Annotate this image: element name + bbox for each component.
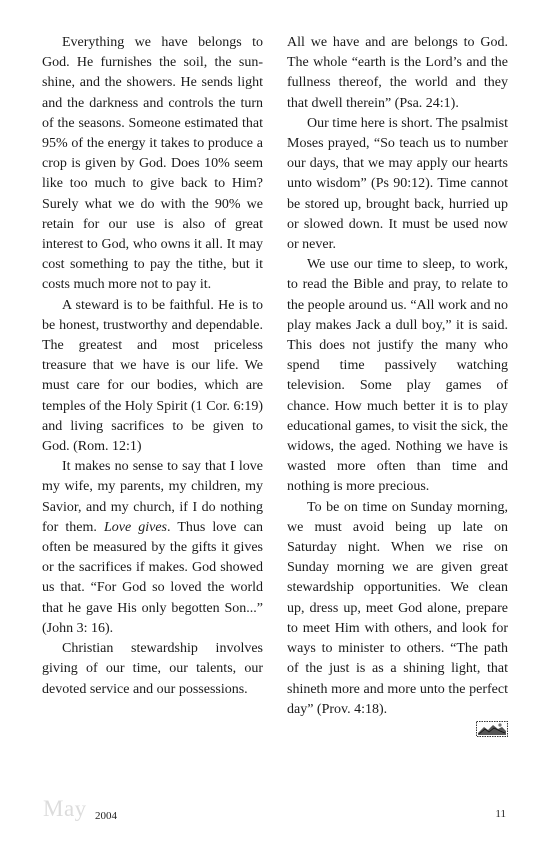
right-column [287, 33, 508, 737]
footer-month: May [43, 796, 87, 821]
paragraph: A steward is to be faithful. He is to be honest, trustworthy and dependable. The greatest and most priceless treasure that we have is our life. We must care for our bodies, which are temples of the Holy Spirit (1 Cor. 6:19) and living sacrifices to be given to God. (Rom. 12:1) [42, 297, 263, 455]
paragraph: To be on time on Sunday morning, we must avoid being up late on Saturday night. When we rise on Sunday morning we are given great stewardship opportunities. We clean up, dress up, meet God alone, prepare to meet Him with others, and look for ways to minister to others. “The path of the just is as a shining light, that shineth more and more unto the perfect day” (Prov. 4:18). [287, 499, 508, 717]
paragraph [42, 457, 263, 639]
paragraph-text: It makes no sense to say that I love my wife, my parents, my children, my Savior, and my church, if I do nothing for them. [42, 459, 263, 535]
paragraph: Christian stewardship involves giving of our time, our talents, our devoted service and our possessions. [42, 641, 263, 697]
emphasis-text: Love gives [103, 519, 168, 535]
page-number: 11 [495, 808, 506, 820]
footer-year: 2004 [95, 810, 117, 822]
paragraph: We use our time to sleep, to work, to read the Bible and pray, to relate to the people around us. “All work and no play makes Jack a dull boy,” it is said. This does not justify the many who spend time passively watching television. Some play games of chance. How much better it is to play educational games, to visit the sick, the widows, the aged. Nothing we have is wasted more often than time and nothing is more precious. [287, 257, 508, 495]
paragraph: All we have and are belongs to God. The whole “earth is the Lord’s and the fullness thereof, the world and they that dwell therein” (Psa. 24:1). [287, 35, 508, 111]
paragraph: Our time here is short. The psalmist Moses prayed, “So teach us to number our days, that we may apply our hearts unto wisdom” (Ps 90:12). Time cannot be stored up, brought back, hurried up or slowed down. It must be used now or never. [287, 115, 508, 253]
left-column [42, 33, 263, 700]
landscape-end-mark-icon [476, 721, 508, 737]
paragraph-text: . Thus love can often be measured by the gifts it gives or the sacrifices if makes. God showed us that. “For God so loved the world that he gave His only begotten Son...” (John 3: 16). [42, 519, 263, 636]
paragraph: Everything we have belongs to God. He furnishes the soil, the sunshine, and the showers. He sends light and the darkness and controls the turn of the seasons. Someone estimated that 95% of the energy it takes to produce a crop is given by God. Does 10% seem like too much to give back to Him? Surely what we do with the 90% we retain for our use is also of great interest to God, who owns it all. It may cost something to pay the tithe, but it costs much more not to pay it. [42, 35, 263, 293]
